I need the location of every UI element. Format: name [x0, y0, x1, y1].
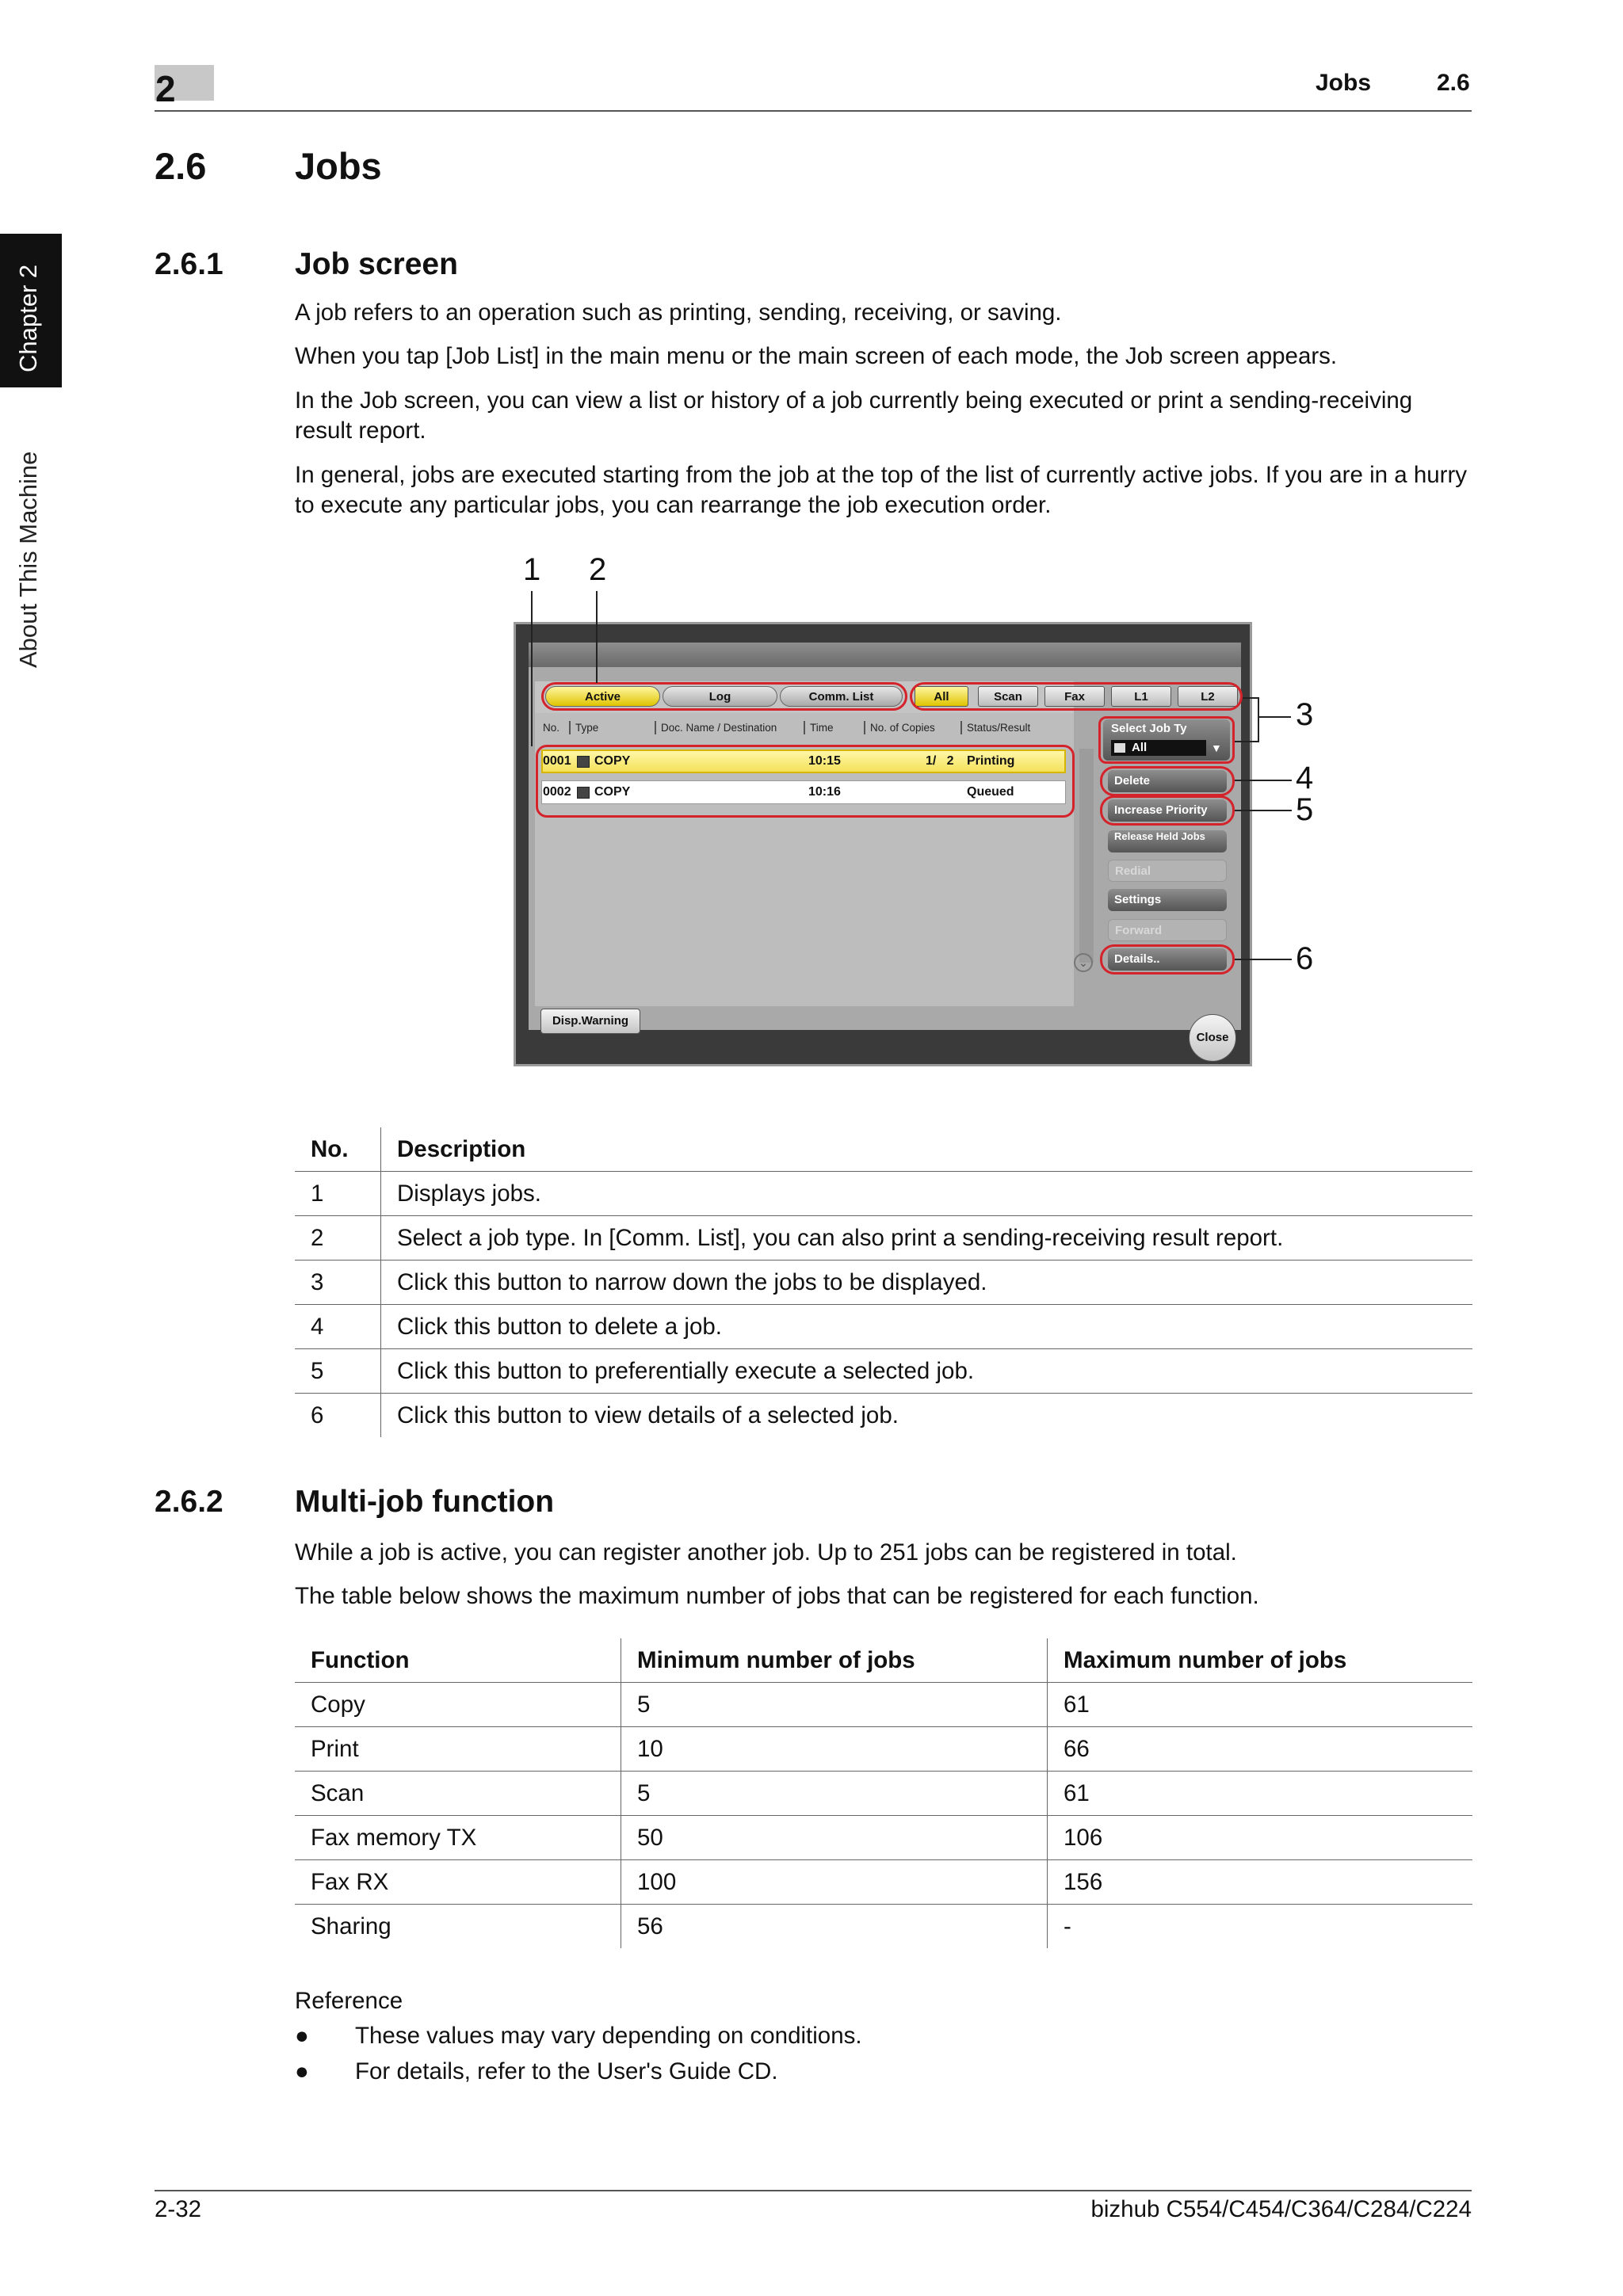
table-cell: 66: [1048, 1727, 1473, 1772]
panel-topbar: [529, 643, 1241, 667]
highlight-2: [541, 682, 907, 711]
paragraph: When you tap [Job List] in the main menu or the main screen of each mode, the Job screen appears.: [295, 343, 1338, 369]
table-cell: 6: [311, 1402, 324, 1428]
page-number: 2-32: [155, 2196, 202, 2222]
table-row: [295, 1772, 1472, 1816]
bullet-icon: ●: [295, 2023, 309, 2049]
col-time: Time: [810, 722, 834, 734]
paragraph: The table below shows the maximum number of jobs that can be registered for each function.: [295, 1583, 1259, 1609]
leader-line-3: [1258, 697, 1259, 742]
table-header: Description: [381, 1127, 1473, 1172]
col-status: Status/Result: [967, 722, 1031, 734]
table-row: [295, 1727, 1472, 1772]
job-no: 0002: [543, 785, 571, 799]
col-doc-name: Doc. Name / Destination: [661, 722, 777, 734]
scrollbar[interactable]: [1079, 749, 1094, 963]
table-cell: -: [1048, 1905, 1473, 1949]
table-row: [295, 1216, 1472, 1261]
table-cell: 3: [295, 1261, 381, 1305]
table-cell: Scan: [295, 1772, 621, 1816]
table-cell: 10: [621, 1727, 1048, 1772]
paragraph: In general, jobs are executed starting from the job at the top of the list of currently active jobs. If you are in a hurry to execute any particular jobs, you can rearrange the job execution order.: [295, 462, 1468, 518]
filter-l2[interactable]: L2: [1178, 686, 1238, 707]
increase-priority-button[interactable]: Increase Priority: [1108, 799, 1227, 822]
job-time: 10:16: [808, 785, 841, 799]
filter-all[interactable]: All: [915, 686, 968, 707]
callout-3: 3: [1296, 697, 1314, 732]
job-status: Queued: [967, 785, 1014, 799]
table-cell: 106: [1048, 1816, 1473, 1860]
table-cell: 100: [621, 1860, 1048, 1905]
section-number: 2.6: [155, 145, 207, 187]
table-cell: 156: [1048, 1860, 1473, 1905]
callout-5: 5: [1296, 792, 1314, 827]
details-button[interactable]: Details..: [1108, 948, 1227, 971]
leader-line-3: [1258, 716, 1291, 718]
footer-rule: [155, 2190, 1472, 2191]
table-cell: Click this button to preferentially execute a selected job.: [381, 1349, 1473, 1394]
table-cell: 61: [1048, 1683, 1473, 1727]
table-cell: 5: [295, 1349, 381, 1394]
leader-line-1: [531, 591, 533, 746]
subsection-1-title: Job screen: [295, 247, 458, 281]
paragraph: A job refers to an operation such as printing, sending, receiving, or saving.: [295, 299, 1062, 326]
job-time: 10:15: [808, 754, 841, 768]
table-cell: Select a job type. In [Comm. List], you can also print a sending-receiving result report.: [381, 1216, 1473, 1261]
table-row: [295, 1172, 1472, 1216]
scroll-down-icon[interactable]: ⌄: [1074, 953, 1093, 972]
table-cell: Print: [295, 1727, 621, 1772]
job-copies: 1/ 2: [926, 754, 954, 768]
dropdown-arrow-icon: ▼: [1211, 742, 1222, 754]
table-row: [295, 1394, 1472, 1438]
table-row: [295, 1860, 1472, 1905]
subsection-2-title: Multi-job function: [295, 1485, 555, 1519]
disp-warning-button[interactable]: Disp.Warning: [540, 1009, 640, 1034]
table-cell: 1: [295, 1172, 381, 1216]
col-type: Type: [575, 722, 599, 734]
section-title: Jobs: [295, 145, 382, 187]
highlight-3-select: [1098, 716, 1235, 764]
table-header: Maximum number of jobs: [1048, 1638, 1473, 1683]
forward-button: Forward: [1108, 919, 1227, 941]
filter-fax[interactable]: Fax: [1044, 686, 1105, 707]
close-button[interactable]: Close: [1189, 1014, 1236, 1062]
model-name: bizhub C554/C454/C364/C284/C224: [1090, 2196, 1472, 2222]
highlight-5: [1100, 795, 1235, 826]
table-cell: Click this button to view details of a selected job.: [381, 1394, 1473, 1438]
chapter-number: 2: [155, 68, 176, 109]
select-job-type-value: All: [1111, 740, 1206, 756]
header-rule: [155, 110, 1472, 112]
col-separator: [569, 721, 571, 734]
table-cell: 56: [621, 1905, 1048, 1949]
highlight-4: [1100, 766, 1235, 796]
table-header: Function: [295, 1638, 621, 1683]
subsection-2-number: 2.6.2: [155, 1485, 223, 1519]
job-status: Printing: [967, 754, 1015, 768]
jobs-table: [295, 1638, 1472, 1948]
release-held-jobs-button[interactable]: Release Held Jobs: [1108, 830, 1227, 852]
description-table: [295, 1127, 1472, 1437]
reference-item: These values may vary depending on conditions.: [355, 2023, 862, 2049]
callout-1: 1: [523, 552, 541, 587]
table-cell: Displays jobs.: [381, 1172, 1473, 1216]
reference-label: Reference: [295, 1988, 403, 2014]
col-separator: [804, 721, 805, 734]
delete-button[interactable]: Delete: [1108, 770, 1227, 792]
leader-line-6: [1235, 959, 1292, 960]
table-row: [295, 1683, 1472, 1727]
job-type: COPY: [594, 785, 631, 799]
table-cell: Click this button to delete a job.: [381, 1305, 1473, 1349]
select-job-type-label: Select Job Ty: [1111, 722, 1187, 735]
paragraph: In the Job screen, you can view a list or history of a job currently being executed or print a sending-receiving result report.: [295, 387, 1413, 444]
job-no: 0001: [543, 754, 571, 768]
chapter-tab-label: Chapter 2: [14, 264, 42, 372]
table-cell: Sharing: [311, 1913, 391, 1939]
callout-4: 4: [1296, 761, 1314, 795]
table-cell: Fax memory TX: [295, 1816, 621, 1860]
callout-2: 2: [589, 552, 607, 587]
col-copies: No. of Copies: [870, 722, 935, 734]
table-cell: 5: [621, 1683, 1048, 1727]
highlight-3-filters: [910, 682, 1243, 711]
settings-button[interactable]: Settings: [1108, 889, 1227, 911]
table-row: [295, 1905, 1472, 1949]
table-cell: 50: [621, 1816, 1048, 1860]
table-row: [295, 1816, 1472, 1860]
running-section-ref: 2.6: [1437, 70, 1470, 96]
subsection-1-number: 2.6.1: [155, 247, 223, 281]
filter-l1[interactable]: L1: [1111, 686, 1171, 707]
filter-scan[interactable]: Scan: [978, 686, 1038, 707]
tab-active[interactable]: Active: [545, 686, 660, 707]
table-row: [295, 1349, 1472, 1394]
table-cell: 5: [621, 1772, 1048, 1816]
leader-line-2: [596, 591, 598, 683]
callout-6: 6: [1296, 941, 1314, 976]
table-cell: 4: [295, 1305, 381, 1349]
col-no: No.: [543, 722, 560, 734]
leader-line-4: [1235, 780, 1292, 781]
paragraph: While a job is active, you can register another job. Up to 251 jobs can be registered in total.: [295, 1539, 1237, 1566]
tab-log[interactable]: Log: [663, 686, 777, 707]
table-header: No.: [295, 1127, 381, 1172]
col-separator: [655, 721, 656, 734]
leader-line-3: [1235, 741, 1258, 742]
highlight-1: [536, 745, 1075, 818]
table-cell: 2: [295, 1216, 381, 1261]
tab-comm-list[interactable]: Comm. List: [780, 686, 903, 707]
redial-button: Redial: [1108, 860, 1227, 882]
col-separator: [864, 721, 865, 734]
side-section-label: About This Machine: [14, 451, 42, 668]
table-cell: 61: [1048, 1772, 1473, 1816]
col-separator: [960, 721, 962, 734]
running-title: Jobs: [1316, 70, 1372, 96]
leader-line-5: [1235, 810, 1292, 811]
table-row: [295, 1305, 1472, 1349]
reference-item: For details, refer to the User's Guide CD.: [355, 2058, 778, 2084]
job-type: COPY: [594, 754, 631, 768]
table-header: Minimum number of jobs: [621, 1638, 1048, 1683]
table-cell: Fax RX: [295, 1860, 621, 1905]
highlight-6: [1100, 944, 1235, 974]
table-cell: Click this button to narrow down the jobs to be displayed.: [381, 1261, 1473, 1305]
table-row: [295, 1261, 1472, 1305]
table-cell: Copy: [295, 1683, 621, 1727]
bullet-icon: ●: [295, 2058, 309, 2084]
leader-line-3: [1243, 697, 1258, 699]
